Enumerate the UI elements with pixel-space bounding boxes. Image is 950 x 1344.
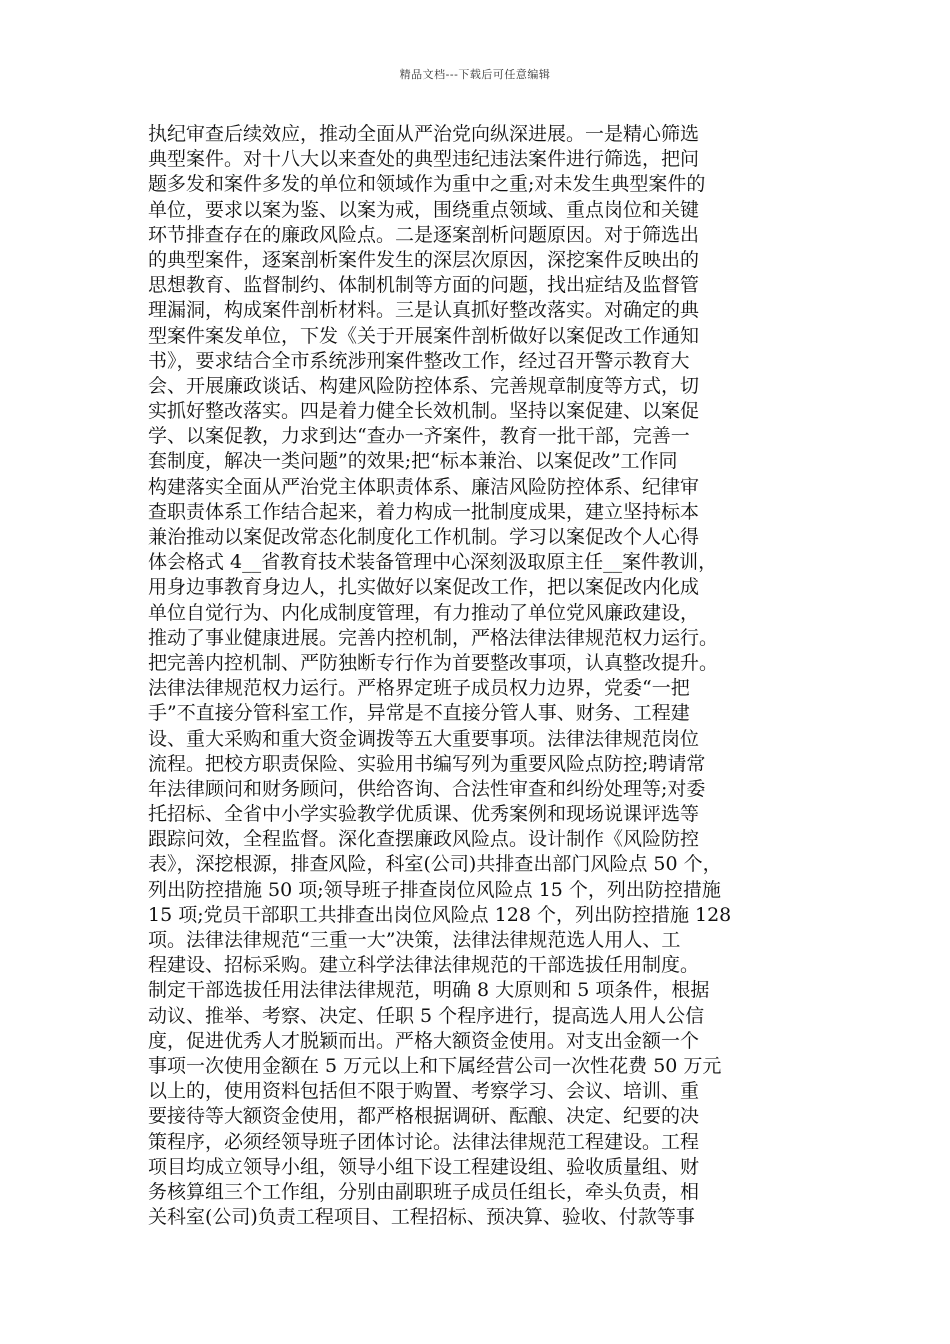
text-line: 实抓好整改落实。四是着力健全长效机制。坚持以案促建、以案促: [148, 400, 700, 423]
text-line: 会、开展廉政谈话、构建风险防控体系、完善规章制度等方式，切: [148, 374, 700, 397]
text-line: 设、重大采购和重大资金调拨等五大重要事项。法律法律规范岗位: [148, 727, 700, 750]
text-line: 体会格式 4__省教育技术装备管理中心深刻汲取原主任__案件教训，: [148, 551, 718, 574]
text-line: 学、以案促教，力求到达“查办一齐案件，教育一批干部，完善一: [148, 425, 690, 448]
text-line: 手”不直接分管科室工作，异常是不直接分管人事、财务、工程建: [148, 702, 690, 725]
text-line: 动议、推举、考察、决定、任职 5 个程序进行，提高选人用人公信: [148, 1004, 705, 1027]
page-header: 精品文档---下载后可任意编辑: [399, 68, 551, 81]
text-line: 套制度，解决一类问题”的效果;把“标本兼治、以案促改”工作同: [148, 450, 678, 473]
text-line: 环节排查存在的廉政风险点。二是逐案剖析问题原因。对于筛选出: [148, 223, 700, 246]
text-line: 程建设、招标采购。建立科学法律法律规范的干部选拔任用制度。: [148, 954, 700, 977]
text-line: 表》，深挖根源，排查风险，科室(公司)共排查出部门风险点 50 个，: [148, 853, 722, 876]
text-line: 思想教育、监督制约、体制机制等方面的问题，找出症结及监督管: [148, 274, 700, 297]
text-line: 关科室(公司)负责工程项目、工程招标、预决算、验收、付款等事: [148, 1206, 695, 1229]
text-line: 书》，要求结合全市系统涉刑案件整改工作，经过召开警示教育大: [148, 349, 690, 372]
text-line: 单位，要求以案为鉴、以案为戒，围绕重点领域、重点岗位和关键: [148, 198, 700, 221]
text-line: 事项一次使用金额在 5 万元以上和下属经营公司一次性花费 50 万元: [148, 1054, 722, 1077]
text-line: 务核算组三个工作组，分别由副职班子成员任组长，牵头负责，相: [148, 1180, 700, 1203]
text-line: 跟踪问效，全程监督。深化查摆廉政风险点。设计制作《风险防控: [148, 828, 700, 851]
text-line: 兼治推动以案促改常态化制度化工作机制。学习以案促改个人心得: [148, 526, 700, 548]
text-line: 要接待等大额资金使用，都严格根据调研、酝酿、决定、纪要的决: [148, 1105, 700, 1128]
document-body: [148, 122, 808, 1230]
text-line: 15 项;党员干部职工共排查出岗位风险点 128 个，列出防控措施 128: [148, 903, 732, 926]
text-line: 题多发和案件多发的单位和领域作为重中之重;对未发生典型案件的: [148, 173, 706, 196]
text-line: 以上的，使用资料包括但不限于购置、考察学习、会议、培训、重: [148, 1080, 700, 1103]
text-line: 的典型案件，逐案剖析案件发生的深层次原因，深挖案件反映出的: [148, 248, 700, 271]
text-line: 构建落实全面从严治党主体职责体系、廉洁风险防控体系、纪律审: [148, 475, 700, 498]
text-line: 查职责体系工作结合起来，着力构成一批制度成果，建立坚持标本: [148, 500, 700, 523]
text-line: 执纪审查后续效应，推动全面从严治党向纵深进展。一是精心筛选: [148, 123, 700, 145]
text-line: 制定干部选拔任用法律法律规范，明确 8 大原则和 5 项条件，根据: [148, 979, 710, 1002]
text-line: 型案件案发单位，下发《关于开展案件剖析做好以案促改工作通知: [148, 324, 700, 347]
text-line: 年法律顾问和财务顾问，供给咨询、合法性审查和纠纷处理等;对委: [148, 777, 706, 800]
text-line: 推动了事业健康进展。完善内控机制，严格法律法律规范权力运行。: [148, 626, 719, 649]
text-line: 列出防控措施 50 项;领导班子排查岗位风险点 15 个，列出防控措施: [148, 878, 721, 901]
text-line: 用身边事教育身边人，扎实做好以案促改工作，把以案促改内化成: [148, 576, 700, 599]
text-line: 策程序，必须经领导班子团体讨论。法律法律规范工程建设。工程: [148, 1130, 700, 1153]
text-line: 理漏洞，构成案件剖析材料。三是认真抓好整改落实。对确定的典: [148, 299, 700, 322]
text-line: 度，促进优秀人才脱颖而出。严格大额资金使用。对支出金额一个: [148, 1029, 700, 1052]
text-line: 流程。把校方职责保险、实验用书编写列为重要风险点防控;聘请常: [148, 752, 706, 775]
text-line: 把完善内控机制、严防独断专行作为首要整改事项，认真整改提升。: [148, 651, 719, 674]
text-line: 项。法律法律规范“三重一大”决策，法律法律规范选人用人、工: [148, 929, 681, 951]
text-line: 法律法律规范权力运行。严格界定班子成员权力边界，党委“一把: [148, 677, 690, 700]
text-line: 单位自觉行为、内化成制度管理，有力推动了单位党风廉政建设，: [148, 601, 700, 624]
text-line: 典型案件。对十八大以来查处的典型违纪违法案件进行筛选，把问: [148, 148, 700, 171]
text-line: 项目均成立领导小组，领导小组下设工程建设组、验收质量组、财: [148, 1155, 700, 1178]
text-line: 托招标、全省中小学实验教学优质课、优秀案例和现场说课评选等: [148, 803, 700, 826]
